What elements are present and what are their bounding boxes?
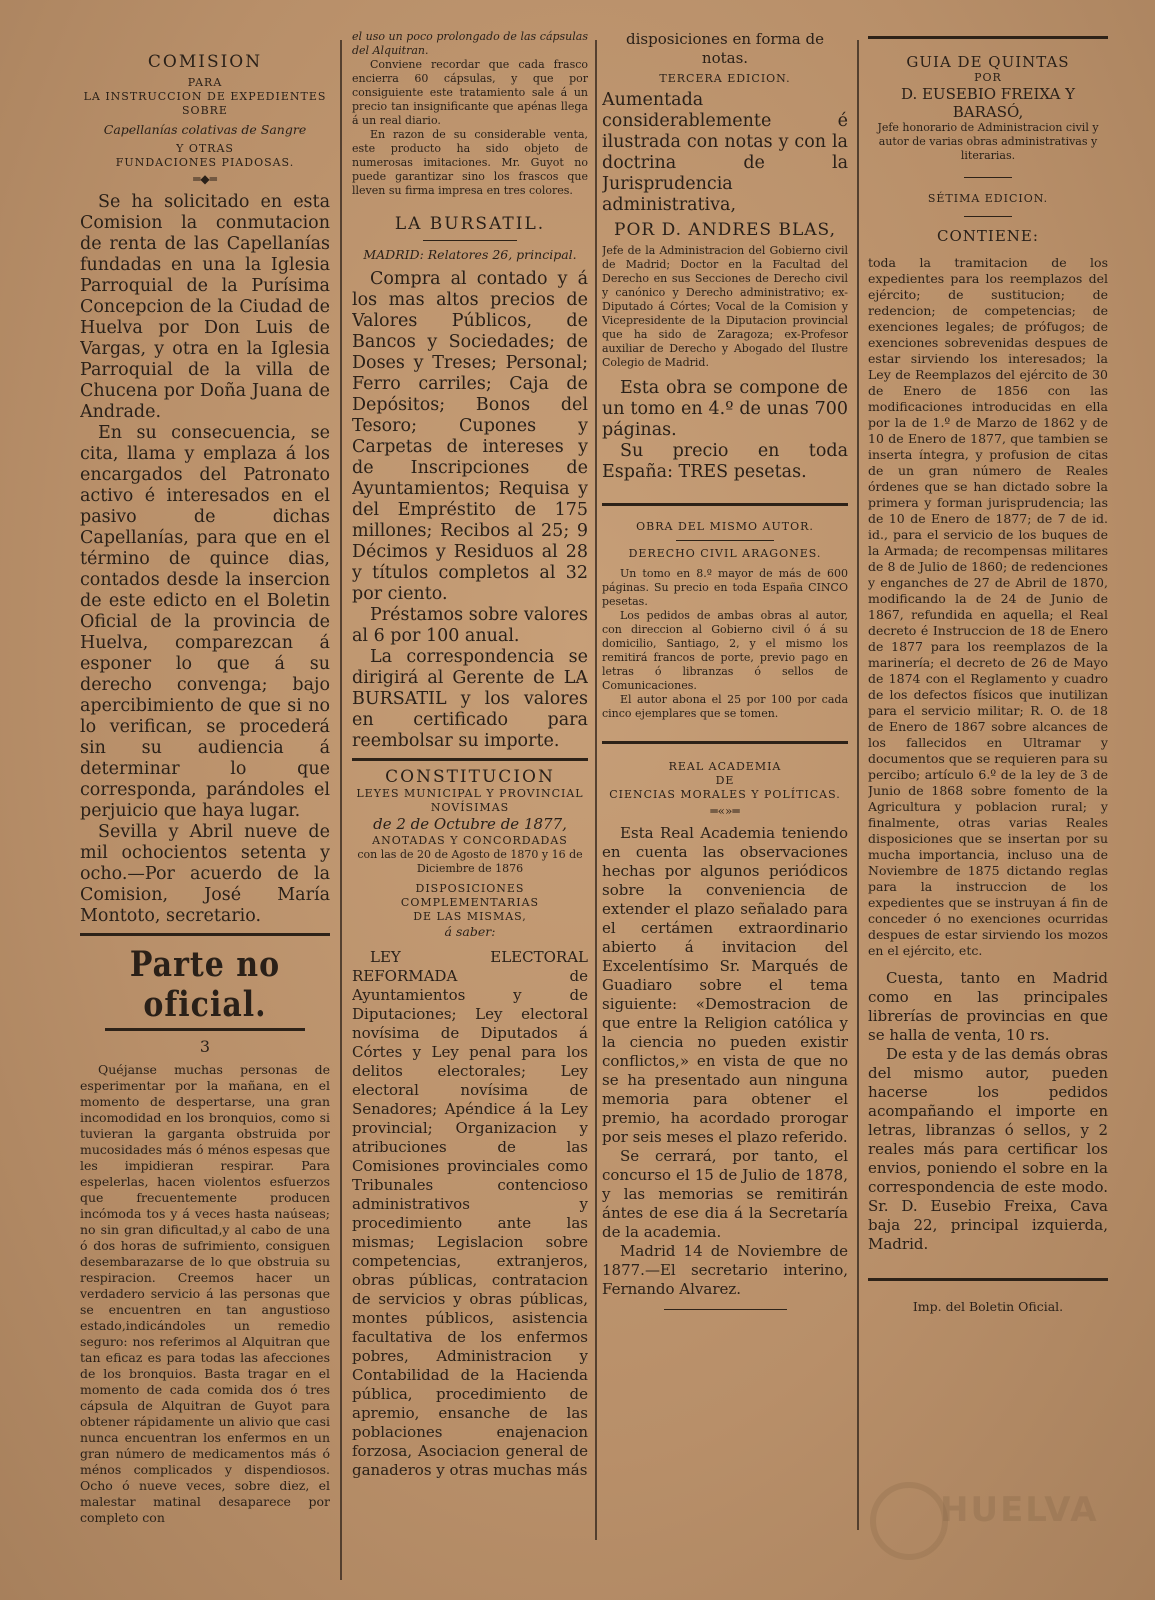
divider (105, 1028, 305, 1031)
divider (964, 216, 1012, 217)
column-1 (80, 30, 330, 1580)
paragraph: De esta y de las demás obras del mismo autor, pueden hacerse los pedidos acompañando el importe en letras, libranzas ó sellos, y 2 reales más para certificar los envios, poniendo el sobre en la correspondencia de este modo. Sr. D. Eusebio Freixa, Cava baja 22, principal izquierda, Madrid. (868, 1045, 1108, 1253)
divider (664, 1309, 787, 1310)
bursatil-address: MADRID: Relatores 26, principal. (363, 247, 577, 262)
paragraph: Los pedidos de ambas obras al autor, con direccion al Gobierno civil ó á su domicilio, Santiago, 2, y el mismo los remitirá francos de porte, previo pago en letras ó libranzas ó sellos de Comunicaciones. (602, 609, 848, 692)
paragraph: Esta obra se compone de un tomo en 4.º de unas 700 páginas. (602, 378, 848, 440)
comision-sub: Capellanías colativas de Sangre (103, 122, 307, 137)
paragraph: Madrid 14 de Noviembre de 1877.—El secretario interino, Fernando Alvarez. (602, 1242, 848, 1298)
contiene-label: CONTIENE: (937, 227, 1039, 245)
paragraph: Sevilla y Abril nueve de mil ochocientos setenta y ocho.—Por acuerdo de la Comision, José María Montoto, secretario. (80, 822, 330, 926)
paragraph: LEY ELECTORAL REFORMADA de Ayuntamientos y de Diputaciones; Ley electoral novísima de Diputados á Córtes y Ley penal para los delitos electorales; Ley electoral novísima de Senadores; Apéndice á la Ley provincial; Organizacion y atribuciones de las Comisiones provinciales como Tribunales contencioso administrativos y procedimiento ante las mismas; Legislacion sobre competencias, extranjeros, obras públicas, contratacion de servicios y obras públicas, montes públicos, asistencia facultativa de los enfermos pobres, Administracion y Contabilidad de la Hacienda pública, procedimiento de apremio, ensanche de las poblaciones enajenacion forzosa, Asociacion general de ganaderos y otras muchas más (352, 948, 588, 1479)
academia-title: CIENCIAS MORALES Y POLÍTICAS. (609, 788, 841, 801)
paragraph: Se cerrará, por tanto, el concurso el 15 de Julio de 1878, y las memorias se remitirán ántes de ese dia á la Secretaría de la academia. (602, 1147, 848, 1241)
ornament: ═«»═ (710, 804, 740, 818)
paragraph: toda la tramitacion de los expedientes para los reemplazos del ejército; de sustitucion; de redencion; de competencias; de exenciones legales; de prófugos; de exenciones sobrevenidas despues de estar sirviendo los interesados; la Ley de Reemplazos del ejército de 30 de Enero de 1856 con las modificaciones introducidas en ella por la de 1.º de Marzo de 1862 y de 10 de Enero de 1877, que tambien se inserta íntegra, y profusion de citas de un gran número de Reales órdenes que se han dictado sobre la primera y forman jurisprudencia; las de 10 de Enero de 1877; de 7 de id. id., para el servicio de los buques de la Armada; de recompensas militares de 8 de Julio de 1860; de redenciones y enganches de 27 de Abril de 1870, modificando la de 24 de Junio de 1867, refundida en aquella; el Real decreto é Instruccion de 18 de Enero de 1877 para los reemplazos de la marinería; el decreto de 26 de Mayo de 1874 con el Reglamento y cuadro de los defectos físicos que inutilizan para el servicio militar; R. O. de 18 de Enero de 1867 sobre alcances de los fallecidos en Ultramar y documentos que se requieren para su percibo; artículo 6.º de la ley de 3 de Junio de 1868 sobre fomento de la Agricultura y poblacion rural; y finalmente, otras varias Reales disposiciones que se insertan por su mucha importancia, incluso una de Noviembre de 1875 dictando reglas para la instruccion de los expedientes que se instruyan á fin de conceder ó no exenciones ocurridas despues de estar sirviendo los mozos en el ejército, etc. (868, 255, 1108, 958)
column-rule (857, 40, 859, 1530)
guia-sub: Jefe honorario de Administracion civil y autor de varias obras administrativas y literarias. (877, 121, 1099, 162)
divider (676, 540, 774, 541)
divider (868, 36, 1108, 39)
academia-title: REAL ACADEMIA (668, 760, 782, 773)
comision-sub: FUNDACIONES PIADOSAS. (115, 156, 295, 169)
divider (602, 503, 848, 506)
academia-title: DE (715, 774, 735, 787)
divider (868, 1278, 1108, 1281)
paragraph: disposiciones en forma de notas. (626, 30, 824, 67)
paragraph: el uso un poco prolongado de las cápsulas del Alquitran. (352, 30, 588, 57)
constitucion-title: CONSTITUCION (385, 767, 555, 787)
constitucion-sub: con las de 20 de Agosto de 1870 y 16 de Diciembre de 1876 (357, 848, 583, 875)
paragraph: Préstamos sobre valores al 6 por 100 anual. (352, 605, 588, 646)
ornament: ═◆═ (193, 172, 217, 186)
constitucion-sub: LEYES MUNICIPAL Y PROVINCIAL (356, 787, 584, 800)
comision-sub: PARA (187, 76, 223, 89)
comision-sub: LA INSTRUCCION DE EXPEDIENTES (83, 90, 327, 103)
constitucion-sub: ANOTADAS Y CONCORDADAS (372, 834, 568, 847)
guia-author: D. EUSEBIO FREIXA Y BARASÓ, (900, 85, 1076, 121)
paragraph: Se ha solicitado en esta Comision la conmutacion de renta de las Capellanías fundadas en una la Iglesia Parroquial de la Purísima Concepcion de la Ciudad de Huelva por Don Luis de Vargas, y otra en la Iglesia Parroquial de la villa de Chucena por Doña Juana de Andrade. (80, 192, 330, 422)
guia-title: GUIA DE QUINTAS (906, 53, 1070, 71)
divider (80, 933, 330, 936)
edition-label: TERCERA EDICION. (659, 72, 791, 85)
constitucion-sub: DISPOSICIONES COMPLEMENTARIAS (400, 882, 540, 909)
paragraph: Cuesta, tanto en Madrid como en las principales librerías de provincias en que se halla de venta, 10 rs. (868, 969, 1108, 1044)
column-3 (602, 30, 848, 1580)
column-2 (352, 30, 588, 1580)
divider (352, 758, 588, 761)
comision-sub: SOBRE (182, 104, 228, 117)
constitucion-sub: DE LAS MISMAS, (413, 910, 527, 923)
bursatil-title: LA BURSATIL. (394, 214, 546, 234)
paragraph: Quéjanse muchas personas de esperimentar por la mañana, en el momento de despertarse, una gran incomodidad en los bronquios, como si tuvieran la garganta obstruida por mucosidades más ó ménos espesas que les impidieran respirar. Para espelerlas, hacen violentos esfuerzos que frecuentemente producen incómoda tos y á veces hasta naúseas; no sin gran dificultad,y al cabo de una ó dos horas de sufrimiento, consiguen desembarazarse de lo que obstruia su respiracion. Creemos hacer un verdadero servicio á las personas que se encuentren en tan angustioso estado,indicándoles un remedio seguro: nos referimos al Alquitran que tan eficaz es para todas las afecciones de los bronquios. Basta tragar en el momento de cada comida dos ó tres cápsula de Alquitran de Guyot para obtener rápidamente un alivio que casi nunca encuentran los enfermos en un gran número de medicamentos más ó ménos complicados y dispendiosos. Ocho ó nueve veces, sobre diez, el malestar matinal desaparece por completo con (80, 1062, 330, 1525)
paragraph: En razon de su considerable venta, este producto ha sido objeto de numerosas imitaciones. Mr. Guyot no puede garantizar sino los frascos que lleven su firma impresa en tres colores. (352, 128, 588, 197)
paragraph: Un tomo en 8.º mayor de más de 600 páginas. Su precio en toda España CINCO pesetas. (602, 567, 848, 608)
column-4 (868, 30, 1108, 1580)
comision-title: COMISION (147, 52, 263, 72)
paragraph: Conviene recordar que cada frasco encierra 60 cápsulas, y que por consiguiente este tratamiento sale á un precio tan insignificante que apénas llega á un real diario. (352, 58, 588, 127)
divider (602, 741, 848, 744)
section-title: Parte no oficial. (129, 944, 281, 1026)
section-heading: DERECHO CIVIL ARAGONES. (628, 547, 822, 560)
section-heading: OBRA DEL MISMO AUTOR. (636, 520, 814, 533)
column-rule (340, 40, 342, 1580)
constitucion-date: de 2 de Octubre de 1877, (373, 815, 567, 833)
comision-sub: Y OTRAS (176, 142, 234, 155)
edition-label: SÉTIMA EDICION. (927, 192, 1049, 205)
guia-sub: POR (974, 71, 1002, 84)
paragraph: El autor abona el 25 por 100 por cada cinco ejemplares que se tomen. (602, 693, 848, 720)
divider (423, 240, 517, 241)
library-logo-icon (870, 1482, 948, 1560)
paragraph: Jefe de la Administracion del Gobierno civil de Madrid; Doctor en la Facultad del Derecho en sus Secciones de Derecho civil y canónico y Derecho administrativo; ex-Diputado á Córtes; Vocal de la Comision y Vicepresidente de la Diputacion provincial que ha sido de Zaragoza; ex-Profesor auxiliar de Derecho y Abogado del Ilustre Colegio de Madrid. (602, 244, 848, 369)
constitucion-sub: á saber: (444, 924, 496, 939)
imprint: Imp. del Boletin Oficial. (912, 1299, 1064, 1314)
constitucion-sub: NOVÍSIMAS (430, 801, 510, 814)
paragraph: Su precio en toda España: TRES pesetas. (602, 441, 848, 482)
paragraph: Aumentada considerablemente é ilustrada con notas y con la doctrina de la Jurisprudencia administrativa, (602, 90, 848, 215)
paragraph: La correspondencia se dirigirá al Gerente de LA BURSATIL y los valores en certificado para reembolsar su importe. (352, 647, 588, 751)
column-rule (595, 40, 597, 1540)
article-number: 3 (199, 1037, 211, 1056)
paragraph: Esta Real Academia teniendo en cuenta las observaciones hechas por algunos periódicos sobre la conveniencia de extender el plazo señalado para el certámen extraordinario abierto á invitacion del Excelentísimo Sr. Marqués de Guadiaro sobre el tema siguiente: «Demostracion de que entre la Religion católica y la ciencia no pueden existir conflictos,» en vista de que no se ha presentado aun ninguna memoria para obtener el premio, ha acordado prorogar por seis meses el plazo referido. (602, 824, 848, 1146)
paragraph: Compra al contado y á los mas altos precios de Valores Públicos, de Bancos y Sociedades; de Doses y Treses; Personal; Ferro carriles; Caja de Depósitos; Bonos del Tesoro; Cupones y Carpetas de intereses y de Inscripciones de Ayuntamientos; Requisa y del Empréstito de 175 millones; Recibos al 25; 9 Décimos y Residuos al 28 y títulos completos al 32 por ciento. (352, 269, 588, 604)
watermark: HUELVA (940, 1490, 1099, 1530)
paragraph: En su consecuencia, se cita, llama y emplaza á los encargados del Patronato activo é interesados en el pasivo de dichas Capellanías, para que en el término de quince dias, contados desde la insercion de este edicto en el Boletin Oficial de la provincia de Huelva, comparezcan á esponer lo que á su derecho convenga; bajo apercibimiento de que si no lo verifican, se procederá sin su audiencia á determinar lo que corresponda, parándoles el perjuicio que haya lugar. (80, 423, 330, 821)
divider (964, 177, 1012, 178)
author-name: POR D. ANDRES BLAS, (614, 220, 836, 240)
